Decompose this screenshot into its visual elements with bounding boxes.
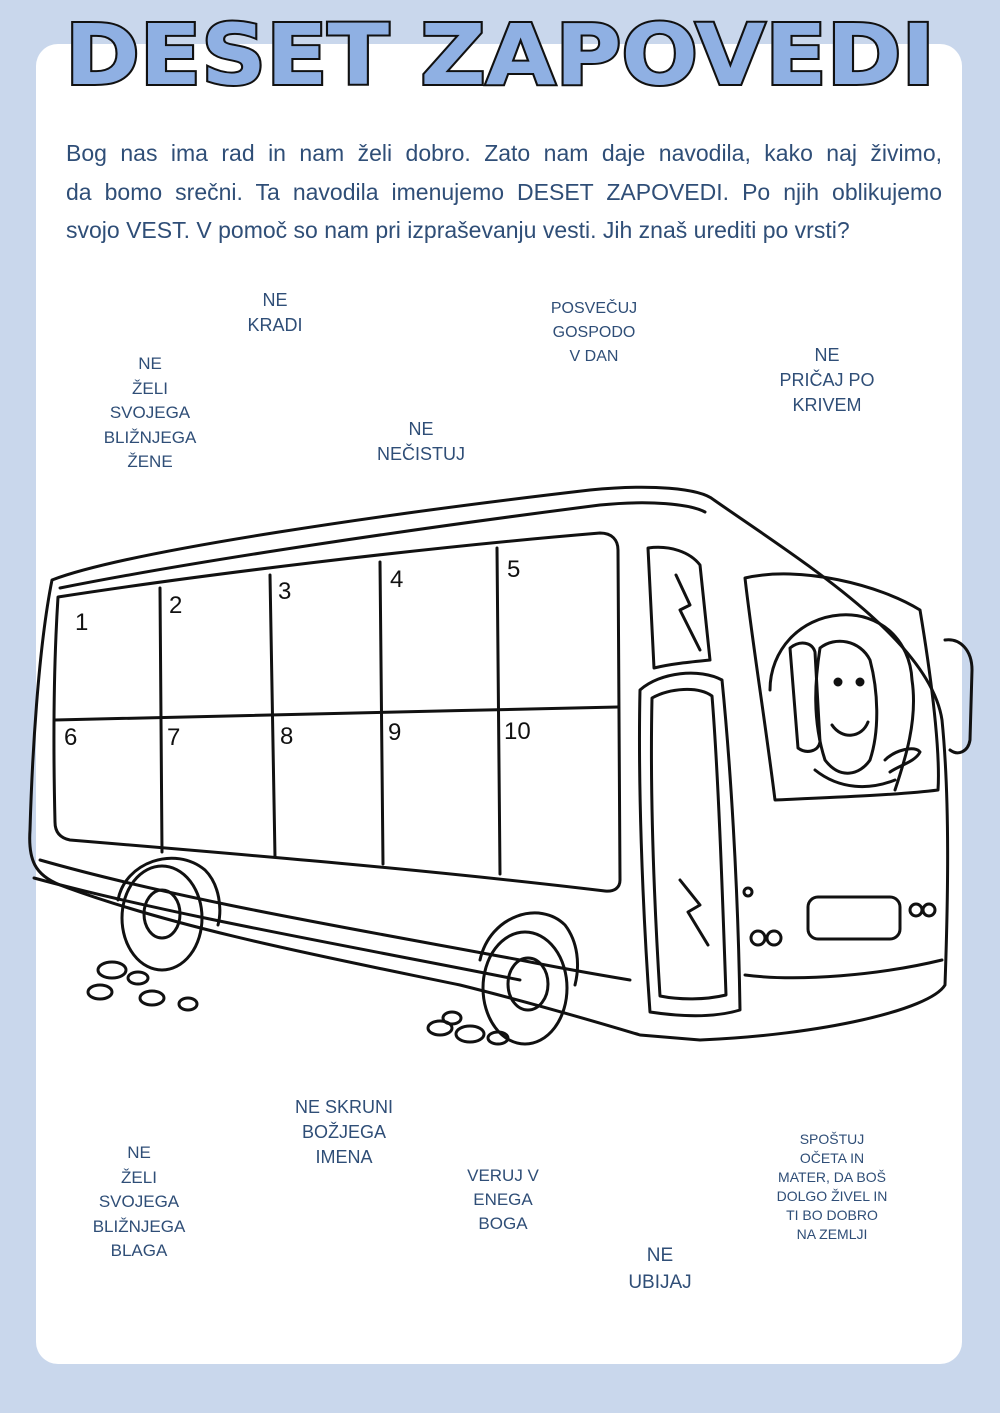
slot-number-3: 3 [278, 578, 292, 605]
page-title-text: DESET ZAPOVEDI [65, 6, 936, 104]
bus-headlight [767, 931, 781, 945]
intro-line-1: Bog nas ima rad in nam želi dobro. Zato nam daje navodila, kako naj živimo, [66, 140, 942, 166]
pebble [179, 998, 197, 1010]
pebble [128, 972, 148, 984]
decoration-bolt [676, 575, 700, 650]
slot-number-6: 6 [64, 724, 78, 751]
slot-number-10: 10 [504, 718, 531, 745]
slot-number-8: 8 [280, 723, 294, 750]
bus-bumper [745, 960, 942, 978]
slot-number-1: 1 [75, 609, 89, 636]
commandment-ne-zeli-zene[interactable]: NE ŽELI SVOJEGA BLIŽNJEGA ŽENE [103, 354, 197, 471]
front-wheel [483, 932, 567, 1044]
bus-windscreen [745, 574, 938, 800]
slot-number-2: 2 [169, 592, 183, 619]
commandment-ne-skruni[interactable]: NE SKRUNI BOŽJEGA IMENA [294, 1097, 394, 1167]
bus-window-divider [55, 707, 618, 720]
intro-line-3: svojo VEST. V pomoč so nam pri izpraševanju vesti. Jih znaš urediti po vrsti? [66, 217, 850, 243]
decoration-bolt [680, 880, 708, 945]
slot-number-7: 7 [167, 724, 181, 751]
slot-number-5: 5 [507, 556, 521, 583]
window-divider [160, 588, 162, 852]
intro-line-2: da bomo srečni. Ta navodila imenujemo DESET ZAPOVEDI. Po njih oblikujemo [66, 178, 942, 205]
commandment-ne-necistuj[interactable]: NE NEČISTUJ [376, 419, 466, 464]
commandment-ne-pricaj[interactable]: NE PRIČAJ PO KRIVEM [779, 345, 875, 415]
commandment-ne-kradi[interactable]: NE KRADI [247, 290, 303, 335]
window-divider [380, 562, 383, 864]
commandment-spostuj[interactable]: SPOŠTUJ OČETA IN MATER, DA BOŠ DOLGO ŽIVEL IN TI BO DOBRO NA ZEMLJI [776, 1131, 888, 1242]
bus-grille [808, 897, 900, 939]
commandment-veruj[interactable]: VERUJ V ENEGA BOGA [467, 1166, 539, 1233]
commandment-posvecuj[interactable]: POSVEČUJ GOSPODO V DAN [550, 300, 638, 365]
bus-headlight [923, 904, 935, 916]
commandment-ne-ubijaj[interactable]: NE UBIJAJ [628, 1245, 692, 1293]
bus-headlight [751, 931, 765, 945]
bus-side-molding-lower [34, 878, 520, 980]
bus-right-mirror [945, 640, 972, 753]
commandment-ne-zeli-blaga[interactable]: NE ŽELI SVOJEGA BLIŽNJEGA BLAGA [92, 1143, 186, 1260]
window-divider [497, 548, 500, 874]
pebble [140, 991, 164, 1005]
pebble [88, 985, 112, 999]
pebble [443, 1012, 461, 1024]
bus-headlight [910, 904, 922, 916]
driver-figure [770, 615, 920, 790]
bus-light [744, 888, 752, 896]
slot-number-9: 9 [388, 719, 402, 746]
slot-number-4: 4 [390, 566, 404, 593]
bus-door-glass [651, 689, 726, 998]
pebble [98, 962, 126, 978]
pebble [456, 1026, 484, 1042]
